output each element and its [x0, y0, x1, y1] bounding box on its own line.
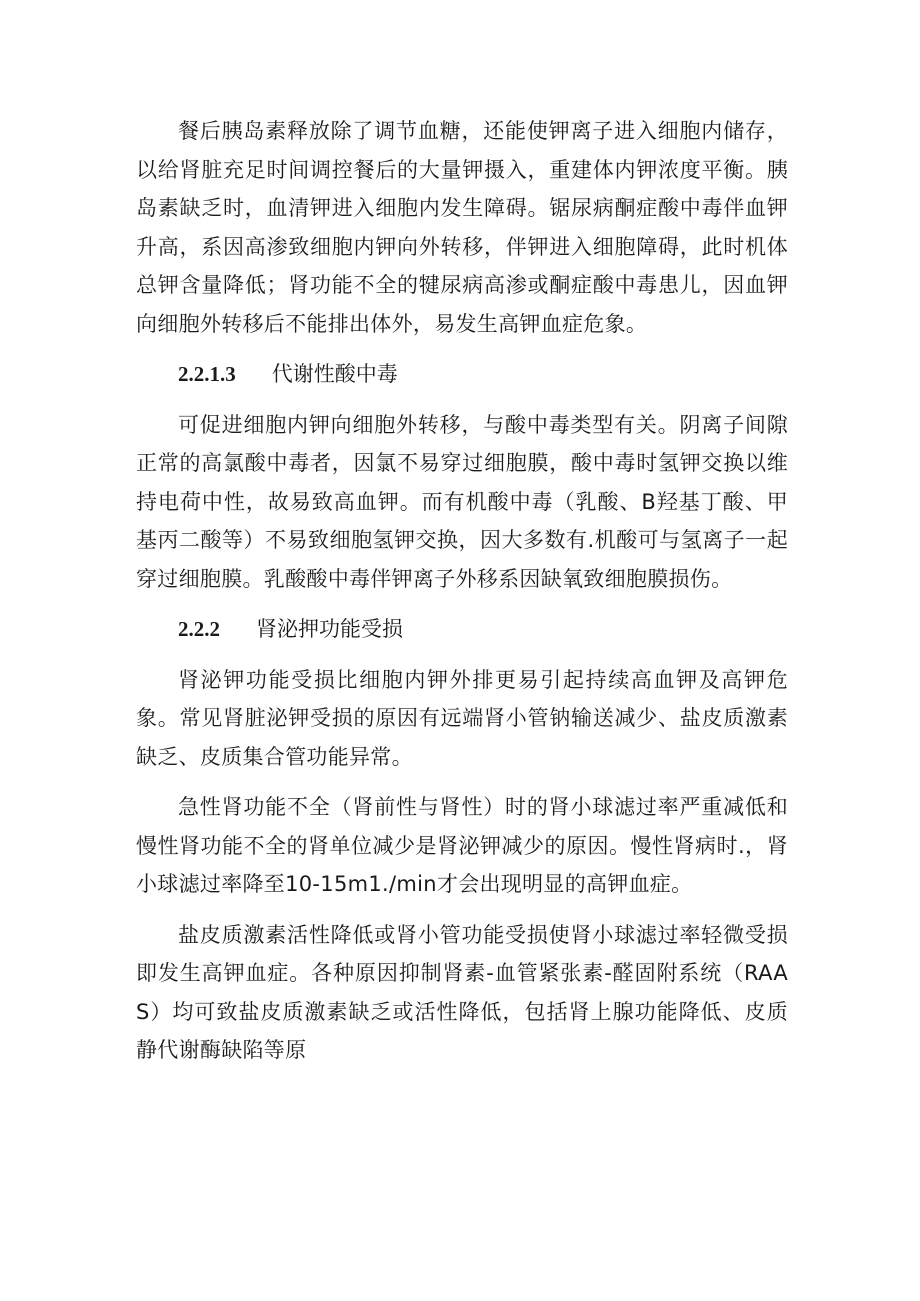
section-title: 肾泌押功能受损 [256, 617, 403, 641]
section-number: 2.2.2 [178, 617, 220, 641]
paragraph-insulin-potassium: 餐后胰岛素释放除了调节血糖，还能使钾离子进入细胞内储存，以给肾脏充足时间调控餐后的大量钾摄入，重建体内钾浓度平衡。胰岛素缺乏时，血清钾进入细胞内发生障碍。锯尿病酮症酸中毒伴血钾升高，系因高渗致细胞内钾向外转移，伴钾进入细胞障碍，此时机体总钾含量降低；肾功能不全的犍尿病高渗或酮症酸中毒患儿，因血钾向细胞外转移后不能排出体外，易发生高钾血症危象。 [136, 119, 788, 336]
document-body [136, 112, 788, 1070]
paragraph-renal-excretion: 肾泌钾功能受损比细胞内钾外排更易引起持续高血钾及高钾危象。常见肾脏泌钾受损的原因有远端肾小管钠输送减少、盐皮质激素缺乏、皮质集合管功能异常。 [136, 667, 788, 769]
section-title: 代谢性酸中毒 [271, 362, 398, 386]
section-heading-2-2-1-3 [136, 355, 788, 394]
paragraph-metabolic-acidosis: 可促进细胞内钾向细胞外转移，与酸中毒类型有关。阴离子间隙正常的高氯酸中毒者，因氯不易穿过细胞膜，酸中毒时氢钾交换以维持电荷中性，故易致高血钾。而有机酸中毒（乳酸、B羟基丁酸、甲基丙二酸等）不易致细胞氢钾交换，因大多数有.机酸可与氢离子一起穿过细胞膜。乳酸酸中毒伴钾离子外移系因缺氧致细胞膜损伤。 [136, 412, 788, 591]
spacer [136, 394, 788, 406]
spacer [136, 343, 788, 355]
spacer [136, 598, 788, 610]
section-heading-2-2-2 [136, 610, 788, 649]
section-number: 2.2.1.3 [178, 362, 236, 386]
spacer [136, 649, 788, 661]
spacer [136, 904, 788, 916]
spacer [136, 776, 788, 788]
paragraph-mineralocorticoid: 盐皮质激素活性降低或肾小管功能受损使肾小球滤过率轻微受损即发生高钾血症。各种原因抑制肾素-血管紧张素-醛固附系统（RAAS）均可致盐皮质激素缺乏或活性降低，包括肾上腺功能降低、皮质静代谢酶缺陷等原 [136, 922, 788, 1062]
paragraph-renal-insufficiency: 急性肾功能不全（肾前性与肾性）时的肾小球滤过率严重减低和慢性肾功能不全的肾单位减少是肾泌钾减少的原因。慢性肾病时.，肾小球滤过率降至10-15m1./min才会出现明显的高钾血症。 [136, 795, 788, 896]
